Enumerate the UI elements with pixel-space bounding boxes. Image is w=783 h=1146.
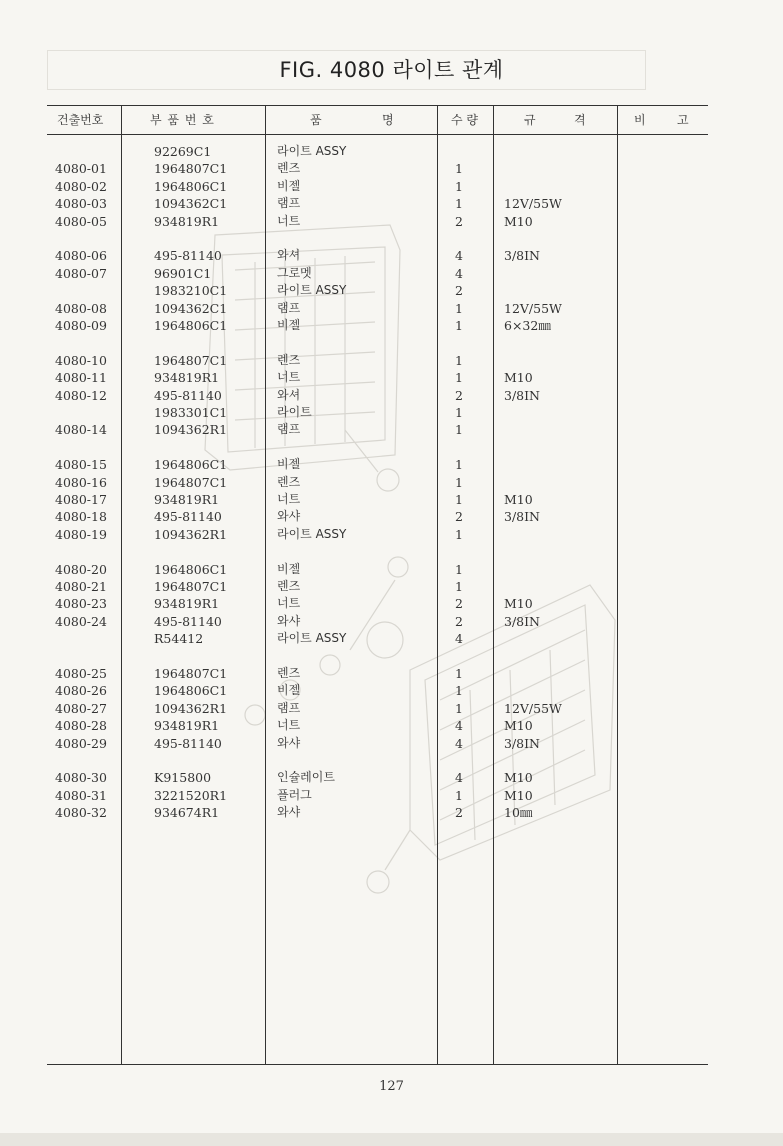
part-no-cell: 1964807C1 [154,579,228,594]
spec-cell: 6×32㎜ [504,318,551,333]
spec-cell: 3/8IN [504,248,540,263]
part-no-cell: 96901C1 [154,266,212,281]
ref-no-cell: 4080-26 [55,683,107,698]
part-no-cell: 3221520R1 [154,788,228,803]
part-name-cell: 너트 [277,718,301,732]
part-no-cell: 1964807C1 [154,161,228,176]
qty-cell: 1 [455,701,463,716]
qty-cell: 1 [455,161,463,176]
part-no-cell: 934819R1 [154,492,220,507]
ref-no-cell: 4080-01 [55,161,107,176]
qty-cell: 1 [455,457,463,472]
spec-cell: 3/8IN [504,614,540,629]
spec-cell: 10㎜ [504,805,533,820]
spec-cell: M10 [504,214,533,229]
ref-no-cell: 4080-07 [55,266,107,281]
qty-cell: 1 [455,492,463,507]
ref-no-cell: 4080-24 [55,614,107,629]
ref-no-cell: 4080-31 [55,788,107,803]
table-header-rule [47,134,708,135]
part-name-cell: 라이트 [277,405,312,419]
spec-cell: M10 [504,788,533,803]
qty-cell: 1 [455,179,463,194]
ref-no-cell: 4080-05 [55,214,107,229]
part-name-cell: 너트 [277,492,301,506]
ref-no-cell: 4080-10 [55,353,107,368]
ref-no-cell: 4080-02 [55,179,107,194]
part-no-cell: 495-81140 [154,509,222,524]
qty-cell: 4 [455,718,463,733]
part-name-cell: 렌즈 [277,353,301,367]
part-no-cell: 934674R1 [154,805,220,820]
part-no-cell: 1964807C1 [154,666,228,681]
qty-cell: 1 [455,579,463,594]
part-no-cell: 1964806C1 [154,683,228,698]
spec-cell: 12V/55W [504,701,562,716]
qty-cell: 1 [455,788,463,803]
part-no-cell: 1094362R1 [154,701,228,716]
part-no-cell: 1983301C1 [154,405,228,420]
qty-cell: 1 [455,353,463,368]
spec-cell: 12V/55W [504,301,562,316]
qty-cell: 1 [455,301,463,316]
spec-cell: M10 [504,492,533,507]
part-no-cell: 1964807C1 [154,475,228,490]
spec-cell: M10 [504,770,533,785]
qty-cell: 4 [455,736,463,751]
qty-cell: 1 [455,562,463,577]
part-name-cell: 플러그 [277,788,312,802]
part-name-cell: 라이트 ASSY [277,144,347,158]
ref-no-cell: 4080-21 [55,579,107,594]
part-no-cell: 1964806C1 [154,318,228,333]
part-name-cell: 라이트 ASSY [277,631,347,645]
spec-cell: M10 [504,718,533,733]
ref-no-cell: 4080-09 [55,318,107,333]
part-no-cell: 1964806C1 [154,179,228,194]
part-no-cell: K915800 [154,770,212,785]
header-qty: 수 량 [451,113,478,127]
part-no-cell: 92269C1 [154,144,212,159]
part-no-cell: 495-81140 [154,614,222,629]
header-spec-2: 격 [574,113,586,127]
header-spec-1: 규 [524,113,536,127]
part-name-cell: 너트 [277,214,301,228]
part-name-cell: 그로멧 [277,266,312,280]
part-no-cell: R54412 [154,631,204,646]
part-name-cell: 비젤 [277,457,301,471]
part-no-cell: 495-81140 [154,388,222,403]
part-no-cell: 1964806C1 [154,457,228,472]
part-name-cell: 렌즈 [277,579,301,593]
qty-cell: 4 [455,248,463,263]
qty-cell: 4 [455,770,463,785]
ref-no-cell: 4080-17 [55,492,107,507]
part-name-cell: 비젤 [277,562,301,576]
part-name-cell: 너트 [277,596,301,610]
column-divider [437,105,438,1064]
part-no-cell: 495-81140 [154,248,222,263]
part-name-cell: 너트 [277,370,301,384]
part-no-cell: 1094362R1 [154,422,228,437]
qty-cell: 2 [455,283,463,298]
qty-cell: 1 [455,527,463,542]
ref-no-cell: 4080-23 [55,596,107,611]
qty-cell: 2 [455,596,463,611]
qty-cell: 1 [455,405,463,420]
spec-cell: M10 [504,370,533,385]
part-no-cell: 934819R1 [154,370,220,385]
header-ref-no: 건출번호 [57,113,104,127]
ref-no-cell: 4080-08 [55,301,107,316]
part-no-cell: 1983210C1 [154,283,228,298]
part-no-cell: 1964806C1 [154,562,228,577]
header-remark-2: 고 [677,113,689,127]
part-name-cell: 비젤 [277,683,301,697]
part-name-cell: 와샤 [277,736,301,750]
part-name-cell: 와셔 [277,248,301,262]
spec-cell: M10 [504,596,533,611]
part-no-cell: 934819R1 [154,214,220,229]
column-divider [493,105,494,1064]
column-divider [121,105,122,1064]
qty-cell: 1 [455,475,463,490]
part-name-cell: 렌즈 [277,475,301,489]
page-title: FIG. 4080 라이트 관계 [279,58,504,82]
part-no-cell: 1094362R1 [154,527,228,542]
qty-cell: 1 [455,370,463,385]
ref-no-cell: 4080-30 [55,770,107,785]
part-name-cell: 라이트 ASSY [277,527,347,541]
part-name-cell: 와샤 [277,614,301,628]
spec-cell: 12V/55W [504,196,562,211]
ref-no-cell: 4080-15 [55,457,107,472]
qty-cell: 1 [455,196,463,211]
part-name-cell: 비젤 [277,318,301,332]
header-name-1: 품 [310,113,322,127]
qty-cell: 1 [455,683,463,698]
ref-no-cell: 4080-32 [55,805,107,820]
part-name-cell: 렌즈 [277,161,301,175]
part-name-cell: 와샤 [277,805,301,819]
ref-no-cell: 4080-20 [55,562,107,577]
scan-edge [0,1133,783,1146]
qty-cell: 2 [455,509,463,524]
qty-cell: 2 [455,388,463,403]
ref-no-cell: 4080-14 [55,422,107,437]
part-no-cell: 1094362C1 [154,301,228,316]
part-no-cell: 495-81140 [154,736,222,751]
ref-no-cell: 4080-12 [55,388,107,403]
table-bottom-rule [47,1064,708,1065]
part-name-cell: 램프 [277,301,301,315]
ref-no-cell: 4080-25 [55,666,107,681]
part-name-cell: 와샤 [277,509,301,523]
part-no-cell: 934819R1 [154,596,220,611]
qty-cell: 2 [455,214,463,229]
ref-no-cell: 4080-29 [55,736,107,751]
part-name-cell: 램프 [277,701,301,715]
column-divider [617,105,618,1064]
qty-cell: 2 [455,805,463,820]
part-name-cell: 라이트 ASSY [277,283,347,297]
part-no-cell: 1964807C1 [154,353,228,368]
column-divider [265,105,266,1064]
part-name-cell: 램프 [277,196,301,210]
part-no-cell: 1094362C1 [154,196,228,211]
part-name-cell: 램프 [277,422,301,436]
spec-cell: 3/8IN [504,736,540,751]
part-name-cell: 렌즈 [277,666,301,680]
spec-cell: 3/8IN [504,388,540,403]
part-name-cell: 인슐레이트 [277,770,335,784]
header-remark-1: 비 [634,113,646,127]
spec-cell: 3/8IN [504,509,540,524]
table-top-rule [47,105,708,106]
part-name-cell: 비젤 [277,179,301,193]
ref-no-cell: 4080-06 [55,248,107,263]
qty-cell: 4 [455,631,463,646]
qty-cell: 4 [455,266,463,281]
page-number: 127 [379,1079,404,1094]
ref-no-cell: 4080-11 [55,370,107,385]
qty-cell: 1 [455,666,463,681]
ref-no-cell: 4080-03 [55,196,107,211]
ref-no-cell: 4080-28 [55,718,107,733]
qty-cell: 2 [455,614,463,629]
ref-no-cell: 4080-18 [55,509,107,524]
qty-cell: 1 [455,422,463,437]
ref-no-cell: 4080-27 [55,701,107,716]
header-part-no: 부 품 번 호 [150,113,215,127]
ref-no-cell: 4080-19 [55,527,107,542]
ref-no-cell: 4080-16 [55,475,107,490]
qty-cell: 1 [455,318,463,333]
header-name-2: 명 [382,113,394,127]
part-name-cell: 와셔 [277,388,301,402]
part-no-cell: 934819R1 [154,718,220,733]
